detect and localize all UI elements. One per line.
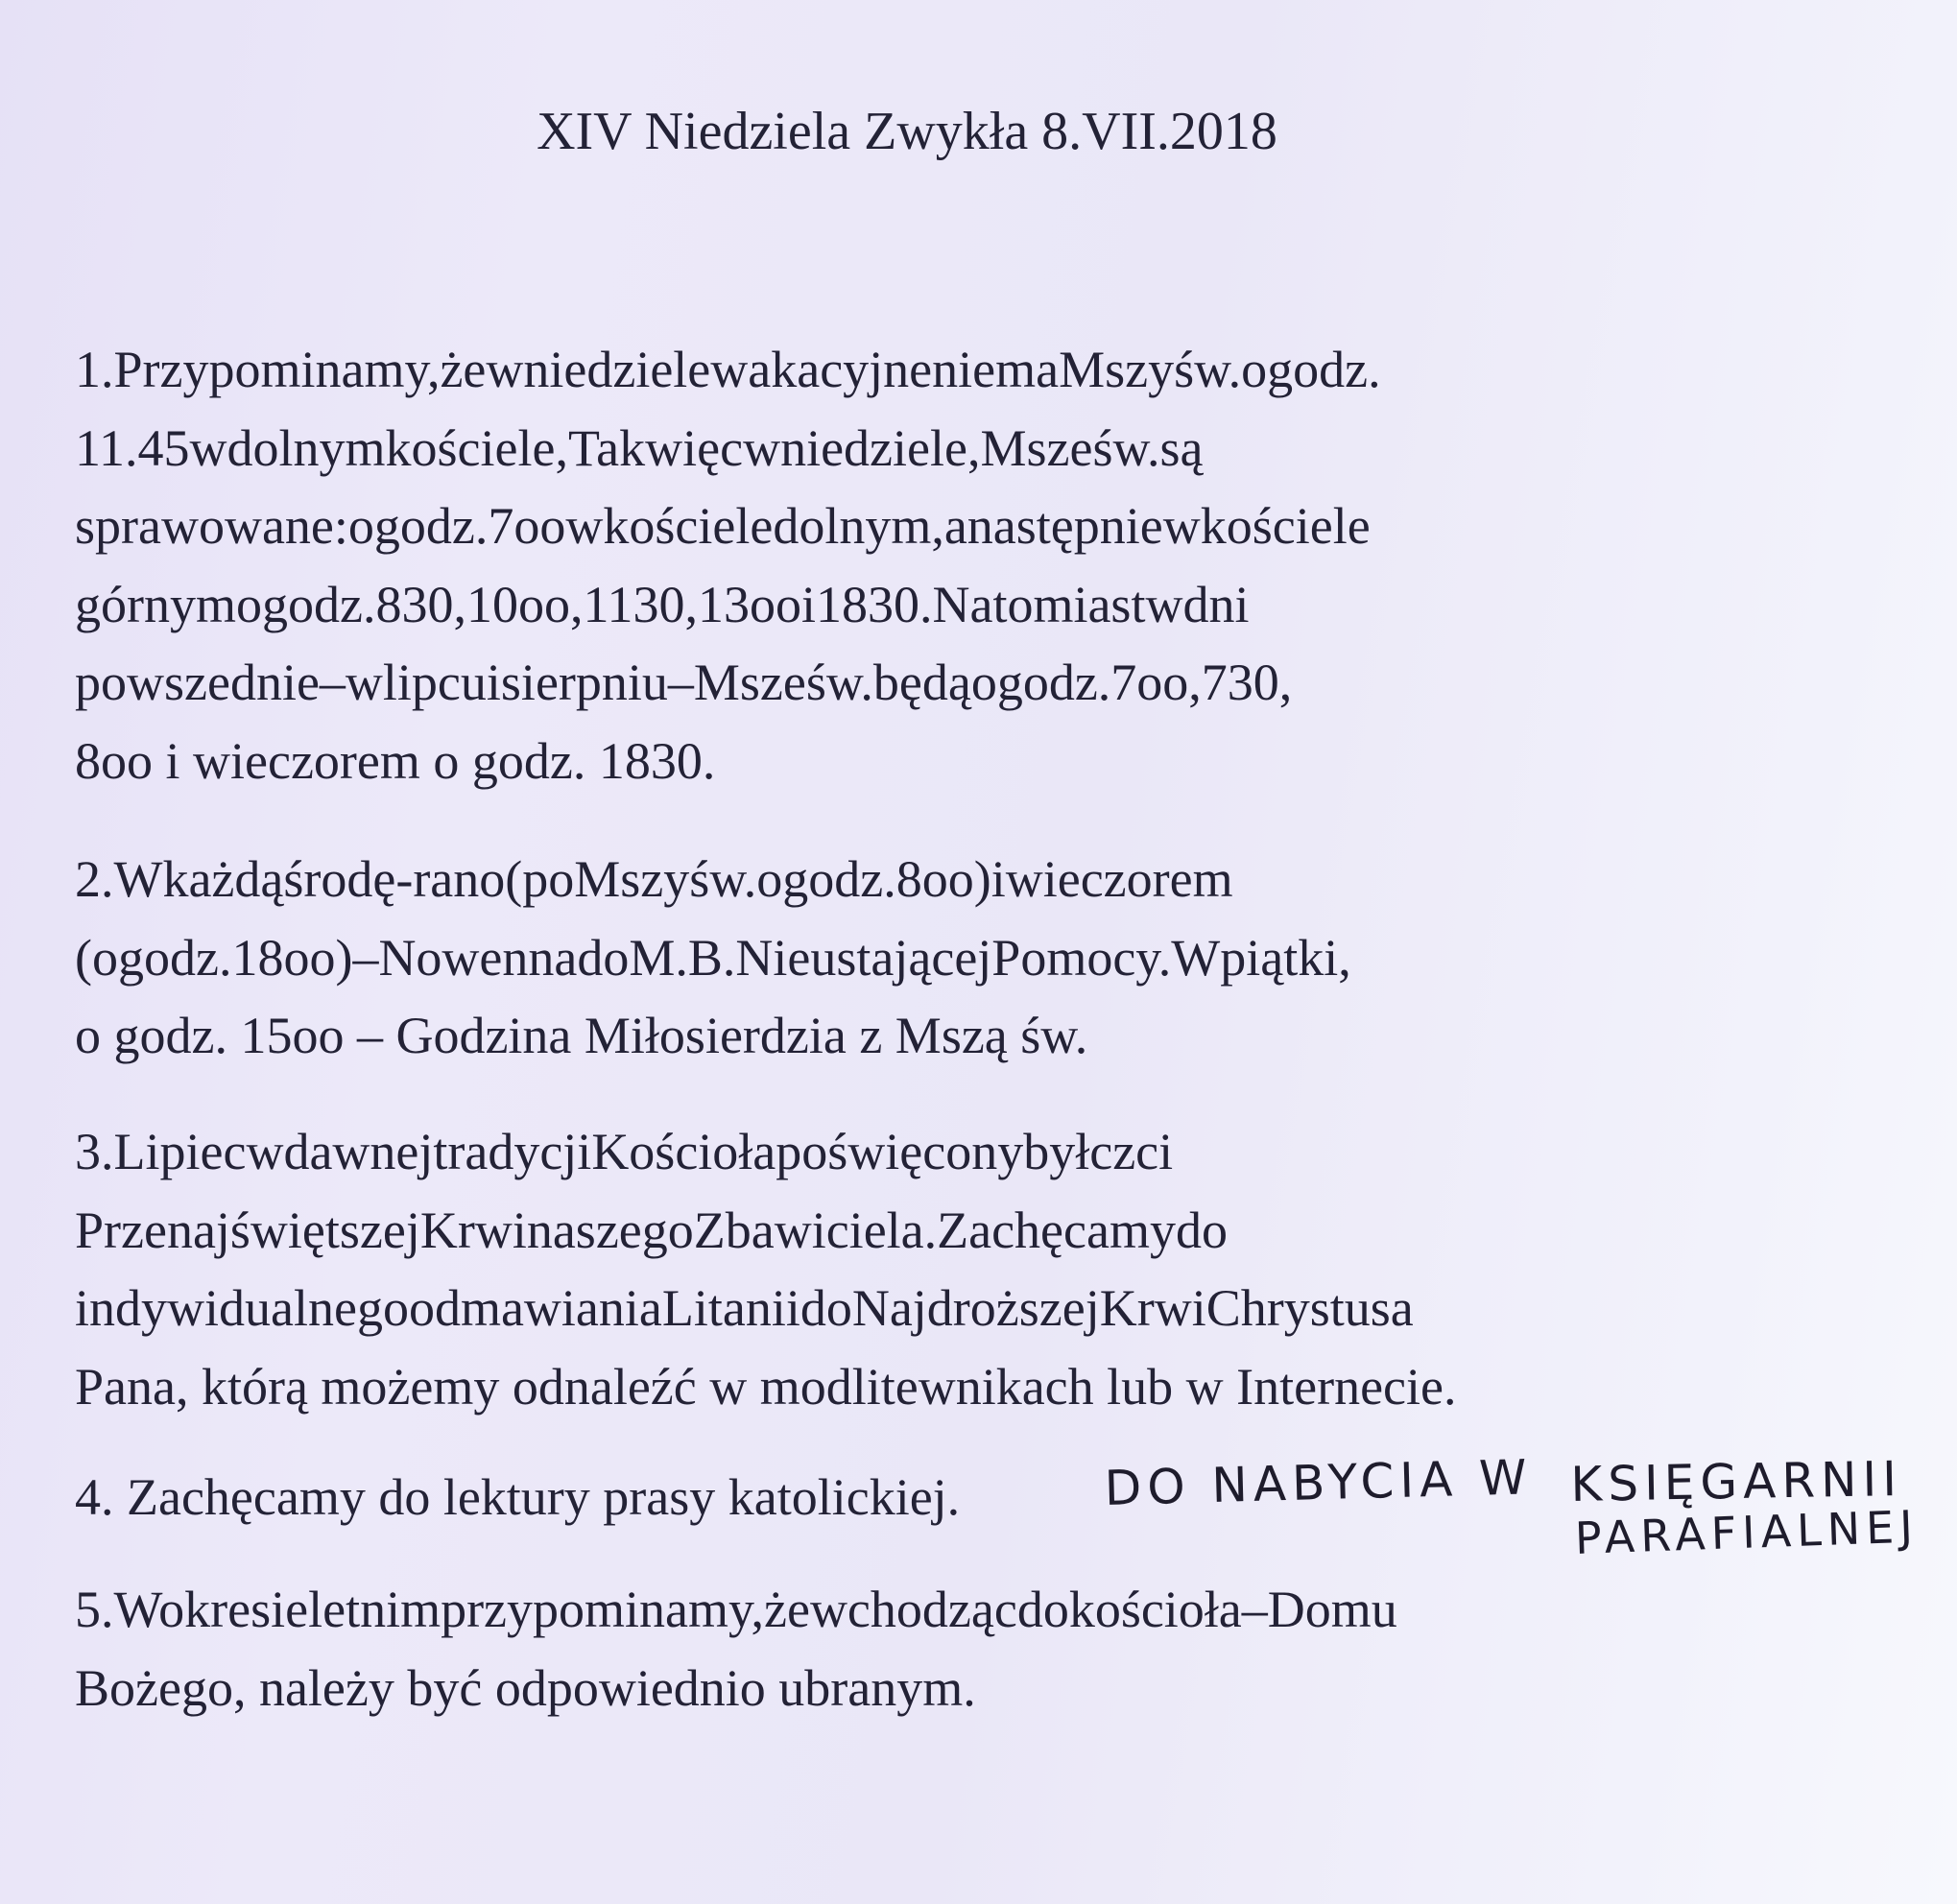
word: indywidualnego <box>75 1279 409 1337</box>
handwritten-note-part-2: KSIĘGARNII <box>1570 1450 1903 1512</box>
word: do <box>1175 1201 1228 1259</box>
word: kościoła <box>1068 1581 1242 1638</box>
word: w <box>246 1123 284 1180</box>
paragraph-line <box>75 1571 1751 1650</box>
word: i <box>486 654 501 711</box>
word: kościele, <box>385 418 568 477</box>
paragraph-line: 4. Zachęcamy do lektury prasy katolickiej. <box>75 1468 961 1526</box>
word: W <box>113 850 163 908</box>
word: 18oo) <box>231 928 353 987</box>
word: 2. <box>75 850 114 908</box>
word: 730, <box>1201 654 1293 711</box>
word: powszednie <box>75 654 320 711</box>
paragraph-line <box>75 1192 1751 1271</box>
word: 1130, <box>583 575 698 633</box>
word: Natomiast <box>932 575 1146 633</box>
word: 830, <box>375 575 466 633</box>
paragraph-line: o godz. 15oo – Godzina Miłosierdzia z Mszą św. <box>75 1007 1088 1064</box>
word: niedziele <box>523 341 711 398</box>
word: św. <box>1174 341 1242 398</box>
word: Kościoła <box>591 1123 776 1180</box>
word: dolnym, <box>773 497 944 555</box>
word: każdą <box>162 850 284 908</box>
word: ( <box>505 850 523 908</box>
paragraph-line: Pana, którą możemy odnaleźć w modlitewnikach lub w Internecie. <box>75 1357 1457 1416</box>
announcement-paragraph-5 <box>75 1571 1751 1727</box>
word: 1. <box>75 341 114 398</box>
word: Nowenna <box>378 928 578 987</box>
word: Domu <box>1267 1581 1397 1638</box>
word: – <box>667 654 694 711</box>
word: 8oo) <box>895 850 991 908</box>
word: (o <box>75 928 118 987</box>
word: nie <box>932 341 996 398</box>
word: Przypominamy, <box>113 341 441 398</box>
paragraph-line <box>75 1113 1751 1192</box>
word: Zbawiciela. <box>693 1201 938 1259</box>
word: przypominamy, <box>441 1581 764 1638</box>
paragraph-line <box>75 841 1751 919</box>
handwritten-note-part-3: PARAFIALNEJ <box>1574 1500 1920 1564</box>
word: do <box>1016 1581 1069 1638</box>
word: Przenajświętszej <box>75 1201 420 1259</box>
word: w <box>565 497 604 555</box>
word: rano <box>413 850 506 908</box>
word: W <box>113 1581 159 1638</box>
word: górnym <box>75 575 236 633</box>
word: o <box>1241 341 1268 398</box>
word: do <box>800 1279 852 1337</box>
word: Najdroższej <box>851 1279 1100 1337</box>
paragraph-line <box>75 410 1751 488</box>
word: Krwi <box>419 1201 527 1259</box>
word: dni <box>1182 575 1250 633</box>
word: naszego <box>526 1201 694 1259</box>
word: 3. <box>75 1123 114 1180</box>
announcement-paragraph-1 <box>75 331 1751 800</box>
word: św. <box>805 654 873 711</box>
word: Mszy <box>1059 341 1175 398</box>
word: piątki, <box>1220 928 1351 987</box>
paragraph-line <box>75 566 1751 645</box>
word: Zachęcamy <box>937 1201 1176 1259</box>
word: w <box>486 341 524 398</box>
word: Mszy <box>574 850 690 908</box>
word: następnie <box>967 497 1163 555</box>
paragraph-line <box>75 1270 1751 1348</box>
word: Msze <box>980 418 1093 477</box>
word: Lipiec <box>113 1123 247 1180</box>
word: więc <box>645 418 744 477</box>
word: - <box>395 850 414 908</box>
word: św. <box>689 850 757 908</box>
word: godz. <box>262 575 376 633</box>
word: o <box>970 654 997 711</box>
word: po <box>522 850 575 908</box>
word: letnim <box>308 1581 442 1638</box>
word: do <box>577 928 630 987</box>
word: i <box>990 850 1006 908</box>
word: Pomocy. <box>991 928 1172 987</box>
word: okresie <box>158 1581 309 1638</box>
word: że <box>764 1581 810 1638</box>
paragraph-line: 8oo i wieczorem o godz. 1830. <box>75 731 716 790</box>
word: dawnej <box>283 1123 434 1180</box>
word: niedziele, <box>780 418 981 477</box>
word: 1830. <box>815 575 933 633</box>
word: – <box>319 654 346 711</box>
word: kościele <box>603 497 774 555</box>
word: będą <box>872 654 971 711</box>
word: o <box>236 575 262 633</box>
word: Litanii <box>661 1279 800 1337</box>
word: 10oo, <box>465 575 584 633</box>
word: dolnym <box>227 418 386 477</box>
word: środę <box>283 850 396 908</box>
word: 5. <box>75 1581 114 1638</box>
word: lipcu <box>382 654 487 711</box>
word: w <box>1145 575 1183 633</box>
announcement-paragraph-3 <box>75 1113 1751 1426</box>
announcement-paragraph-2 <box>75 841 1751 1076</box>
word: godz. <box>996 654 1111 711</box>
paragraph-line <box>75 644 1751 723</box>
word: 7oo, <box>1110 654 1202 711</box>
handwritten-note-part-1: DO NABYCIA W <box>1104 1449 1534 1516</box>
word: ma <box>995 341 1060 398</box>
word: tradycji <box>433 1123 592 1180</box>
word: o <box>347 497 374 555</box>
word: godz. <box>117 928 232 987</box>
word: Krwi <box>1099 1279 1206 1337</box>
word: wieczorem <box>1005 850 1233 908</box>
word: 13oo <box>697 575 801 633</box>
word: wakacyjne <box>710 341 933 398</box>
word: sierpniu <box>500 654 668 711</box>
word: czci <box>1089 1123 1174 1180</box>
word: – <box>1241 1581 1268 1638</box>
word: w <box>345 654 383 711</box>
paragraph-line <box>75 919 1751 998</box>
word: – <box>352 928 379 987</box>
word: w <box>189 418 227 477</box>
word: są <box>1159 418 1204 477</box>
word: M. <box>629 928 688 987</box>
word: Chrystusa <box>1205 1279 1414 1337</box>
word: poświęcony <box>776 1123 1024 1180</box>
word: 7oo <box>488 497 566 555</box>
page-title: XIV Niedziela Zwykła 8.VII.2018 <box>537 102 1277 161</box>
word: kościele <box>1200 497 1371 555</box>
word: o <box>756 850 783 908</box>
word: św. <box>1092 418 1160 477</box>
word: wchodząc <box>809 1581 1017 1638</box>
word: i <box>800 575 816 633</box>
word: a <box>943 497 967 555</box>
word: sprawowane: <box>75 497 348 555</box>
word: godz. <box>373 497 489 555</box>
word: w <box>1162 497 1201 555</box>
paragraph-line <box>75 488 1751 566</box>
word: godz. <box>1267 341 1381 398</box>
word: w <box>743 418 781 477</box>
word: 11.45 <box>75 418 190 477</box>
word: W <box>1171 928 1221 987</box>
paragraph-line: Bożego, należy być odpowiednio ubranym. <box>75 1658 976 1717</box>
word: odmawiania <box>408 1279 662 1337</box>
word: Tak <box>567 418 646 477</box>
word: był <box>1023 1123 1090 1180</box>
paragraph-line <box>75 331 1751 410</box>
word: że <box>440 341 487 398</box>
word: Msze <box>693 654 806 711</box>
word: godz. <box>782 850 896 908</box>
word: B. <box>687 928 736 987</box>
word: Nieustającej <box>735 928 992 987</box>
